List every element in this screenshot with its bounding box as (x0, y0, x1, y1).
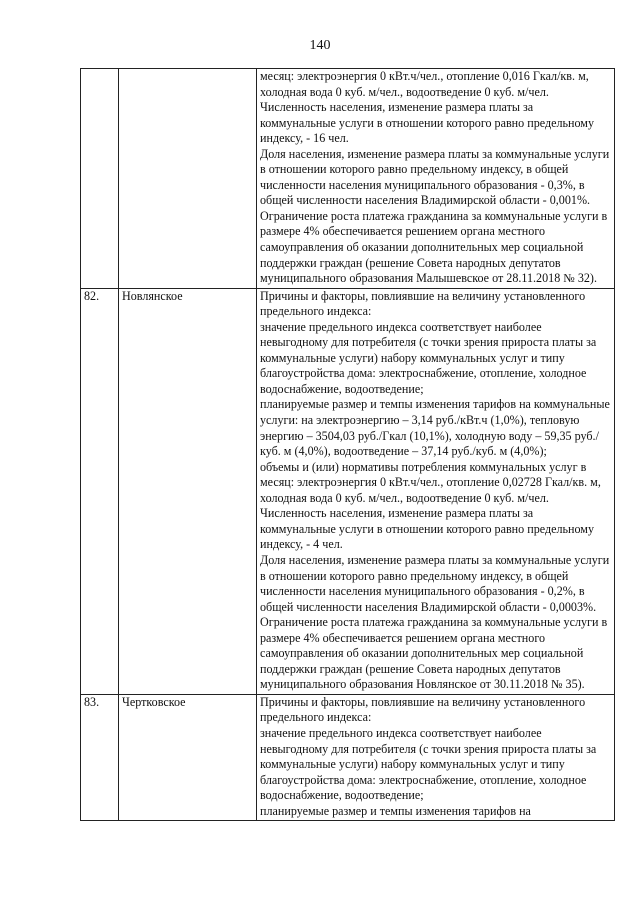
description-cell (257, 288, 615, 694)
description-paragraph: значение предельного индекса соответствует наиболее невыгодному для потребителя (с точки зрения прироста платы за коммунальные услуги) набору коммунальных услуг и типу благоустройства дома: электроснабжение, отопление, холодное водоснабжение, водоотведение; (260, 725, 597, 803)
table-row (81, 694, 615, 820)
description-paragraph: Ограничение роста платежа гражданина за коммунальные услуги в размере 4% обеспечивается решением органа местного самоуправления об оказании дополнительных мер социальной поддержки граждан (решение Совета народных депутатов муниципального образования Малышевское от 28.11.2018 № 32). (260, 208, 608, 286)
description-paragraph: Причины и факторы, повлиявшие на величину установленного предельного индекса: (260, 694, 586, 725)
description-cell (257, 69, 615, 289)
description-cell (257, 694, 615, 820)
description-paragraph: планируемые размер и темпы изменения тарифов на коммунальные услуги: на электроэнергию – 3,14 руб./кВт.ч (1,0%), тепловую энергию – 3504,03 руб./Гкал (10,1%), холодную воду – 59,35 руб./куб. м (4,0%), водоотведение – 37,14 руб./куб. м (4,0%); (260, 397, 610, 459)
description-paragraph: планируемые размер и темпы изменения тарифов на (260, 803, 531, 818)
description-paragraph: Численность населения, изменение размера платы за коммунальные услуги в отношении которого равно предельному индексу, - 4 чел. (260, 506, 595, 552)
description-paragraph: Доля населения, изменение размера платы за коммунальные услуги в отношении которого равно предельному индексу, в общей численности населения муниципального образования - 0,2%, в общей численности населения Владимирской области - 0,0003%. (260, 552, 610, 614)
table-row (81, 69, 615, 289)
description-paragraph: Причины и факторы, повлиявшие на величину установленного предельного индекса: (260, 288, 586, 319)
municipality-name: Чертковское (119, 694, 257, 820)
row-number: 82. (81, 288, 119, 694)
description-paragraph: Ограничение роста платежа гражданина за коммунальные услуги в размере 4% обеспечивается решением органа местного самоуправления об оказании дополнительных мер социальной поддержки граждан (решение Совета народных депутатов муниципального образования Новлянское от 30.11.2018 № 35). (260, 615, 608, 692)
description-paragraph: месяц: электроэнергия 0 кВт.ч/чел., отопление 0,016 Гкал/кв. м, холодная вода 0 куб. м/чел., водоотведение 0 куб. м/чел. (260, 69, 589, 99)
description-paragraph: объемы и (или) нормативы потребления коммунальных услуг в месяц: электроэнергия 0 кВт.ч/чел., отопление 0,02728 Гкал/кв. м, холодная вода 0 куб. м/чел., водоотведение 0 куб. м/чел. (260, 459, 601, 505)
description-paragraph: значение предельного индекса соответствует наиболее невыгодному для потребителя (с точки зрения прироста платы за коммунальные услуги) набору коммунальных услуг и типу благоустройства дома: электроснабжение, отопление, холодное водоснабжение, водоотведение; (260, 319, 597, 396)
row-number: 83. (81, 694, 119, 820)
table-row (81, 288, 615, 694)
municipal-index-table (80, 68, 615, 821)
municipality-name (119, 69, 257, 289)
page-number: 140 (309, 38, 331, 53)
description-paragraph: Численность населения, изменение размера платы за коммунальные услуги в отношении которого равно предельному индексу, - 16 чел. (260, 100, 595, 146)
description-paragraph: Доля населения, изменение размера платы за коммунальные услуги в отношении которого равно предельному индексу, в общей численности населения муниципального образования - 0,3%, в общей численности населения Владимирской области - 0,001%. (260, 146, 610, 208)
municipality-name: Новлянское (119, 288, 257, 694)
row-number (81, 69, 119, 289)
